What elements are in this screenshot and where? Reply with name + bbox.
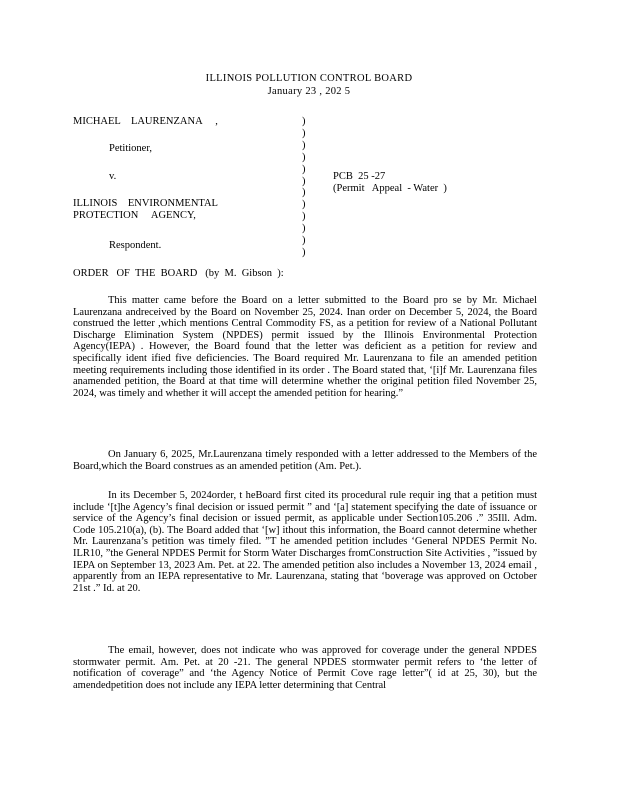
paragraph-4: The email, however, does not indicate who was approved for coverage under the general NPDES stormwater permit. Am. Pet. at 20 -21. The general NPDES stormwater permit refers to ‘the letter of notification of coverage” and ‘the Agency Notice of Permit Cove rage letter”( id at 25, 30), but the amendedpetition does not include any IEPA letter determining that Central xyxy=(73,645,537,691)
caption-parentheses: ) ) ) ) ) ) ) ) ) ) ) ) xyxy=(302,116,306,258)
petitioner-role: Petitioner, xyxy=(109,143,153,154)
respondent-name-line2: PROTECTION AGENCY, xyxy=(73,210,196,221)
paragraph-3: In its December 5, 2024order, t heBoard first cited its procedural rule requir ing that a petition must include ‘[t]he Agency’s final decision or issued permit ” and ‘[a] statement specifying the date of issuance or service of the Agency’s final decision or issued permit, as applicable under Section105.206 .” 35Ill. Adm. Code 105.210(a), (b). The Board added that ‘[w] ithout this information, the Board cannot determine whether Mr. Laurenzana’s petition was timely filed. ”T he amended petition includes ‘General NPDES Permit No. ILR10, ”the General NPDES Permit for Storm Water Discharges fromConstruction Site Activities , ”issued by IEPA on September 13, 2023 Am. Pet. at 22. The amended petition also includes a November 13, 2024 email , apparently from an IEPA representative to Mr. Laurenzana, stating that ‘boverage was approved on October 21st .” Id. at 20. xyxy=(73,490,537,594)
board-title: ILLINOIS POLLUTION CONTROL BOARD xyxy=(205,73,413,84)
paragraph-2: On January 6, 2025, Mr.Laurenzana timely responded with a letter addressed to the Members of the Board,which the Board construes as an amended petition (Am. Pet.). xyxy=(73,449,537,472)
respondent-name-line1: ILLINOIS ENVIRONMENTAL xyxy=(73,198,218,209)
order-date: January 23 , 202 5 xyxy=(267,86,351,97)
respondent-role: Respondent. xyxy=(109,240,162,251)
case-type: (Permit Appeal - Water ) xyxy=(333,183,447,194)
case-number: PCB 25 -27 xyxy=(333,171,386,182)
paragraph-1: This matter came before the Board on a letter submitted to the Board pro se by Mr. Michael Laurenzana andreceived by the Board on November 25, 2024. Inan order on December 5, 2024, the Board construed the letter ,which mentions Central Commodity FS, as a petition for review of a National Pollutant Discharge Elimination System (NPDES) permit issued by the Illinois Environmental Protection Agency(IEPA) . However, the Board found that the letter was deficient as a petition for review and specifically ident ified five deficiencies. The Board required Mr. Laurenzana to file an amended petition meeting requirements including those identified in its order . The Board stated that, ‘[i]f Mr. Laurenzana files anamended petition, the Board at that time will determine whether the original petition filed November 25, 2024, was timely and whether it will accept the amended petition for hearing.” xyxy=(73,295,537,399)
order-heading: ORDER OF THE BOARD (by M. Gibson ): xyxy=(73,268,284,279)
versus-label: v. xyxy=(109,171,117,182)
petitioner-name: MICHAEL LAURENZANA , xyxy=(73,116,218,127)
